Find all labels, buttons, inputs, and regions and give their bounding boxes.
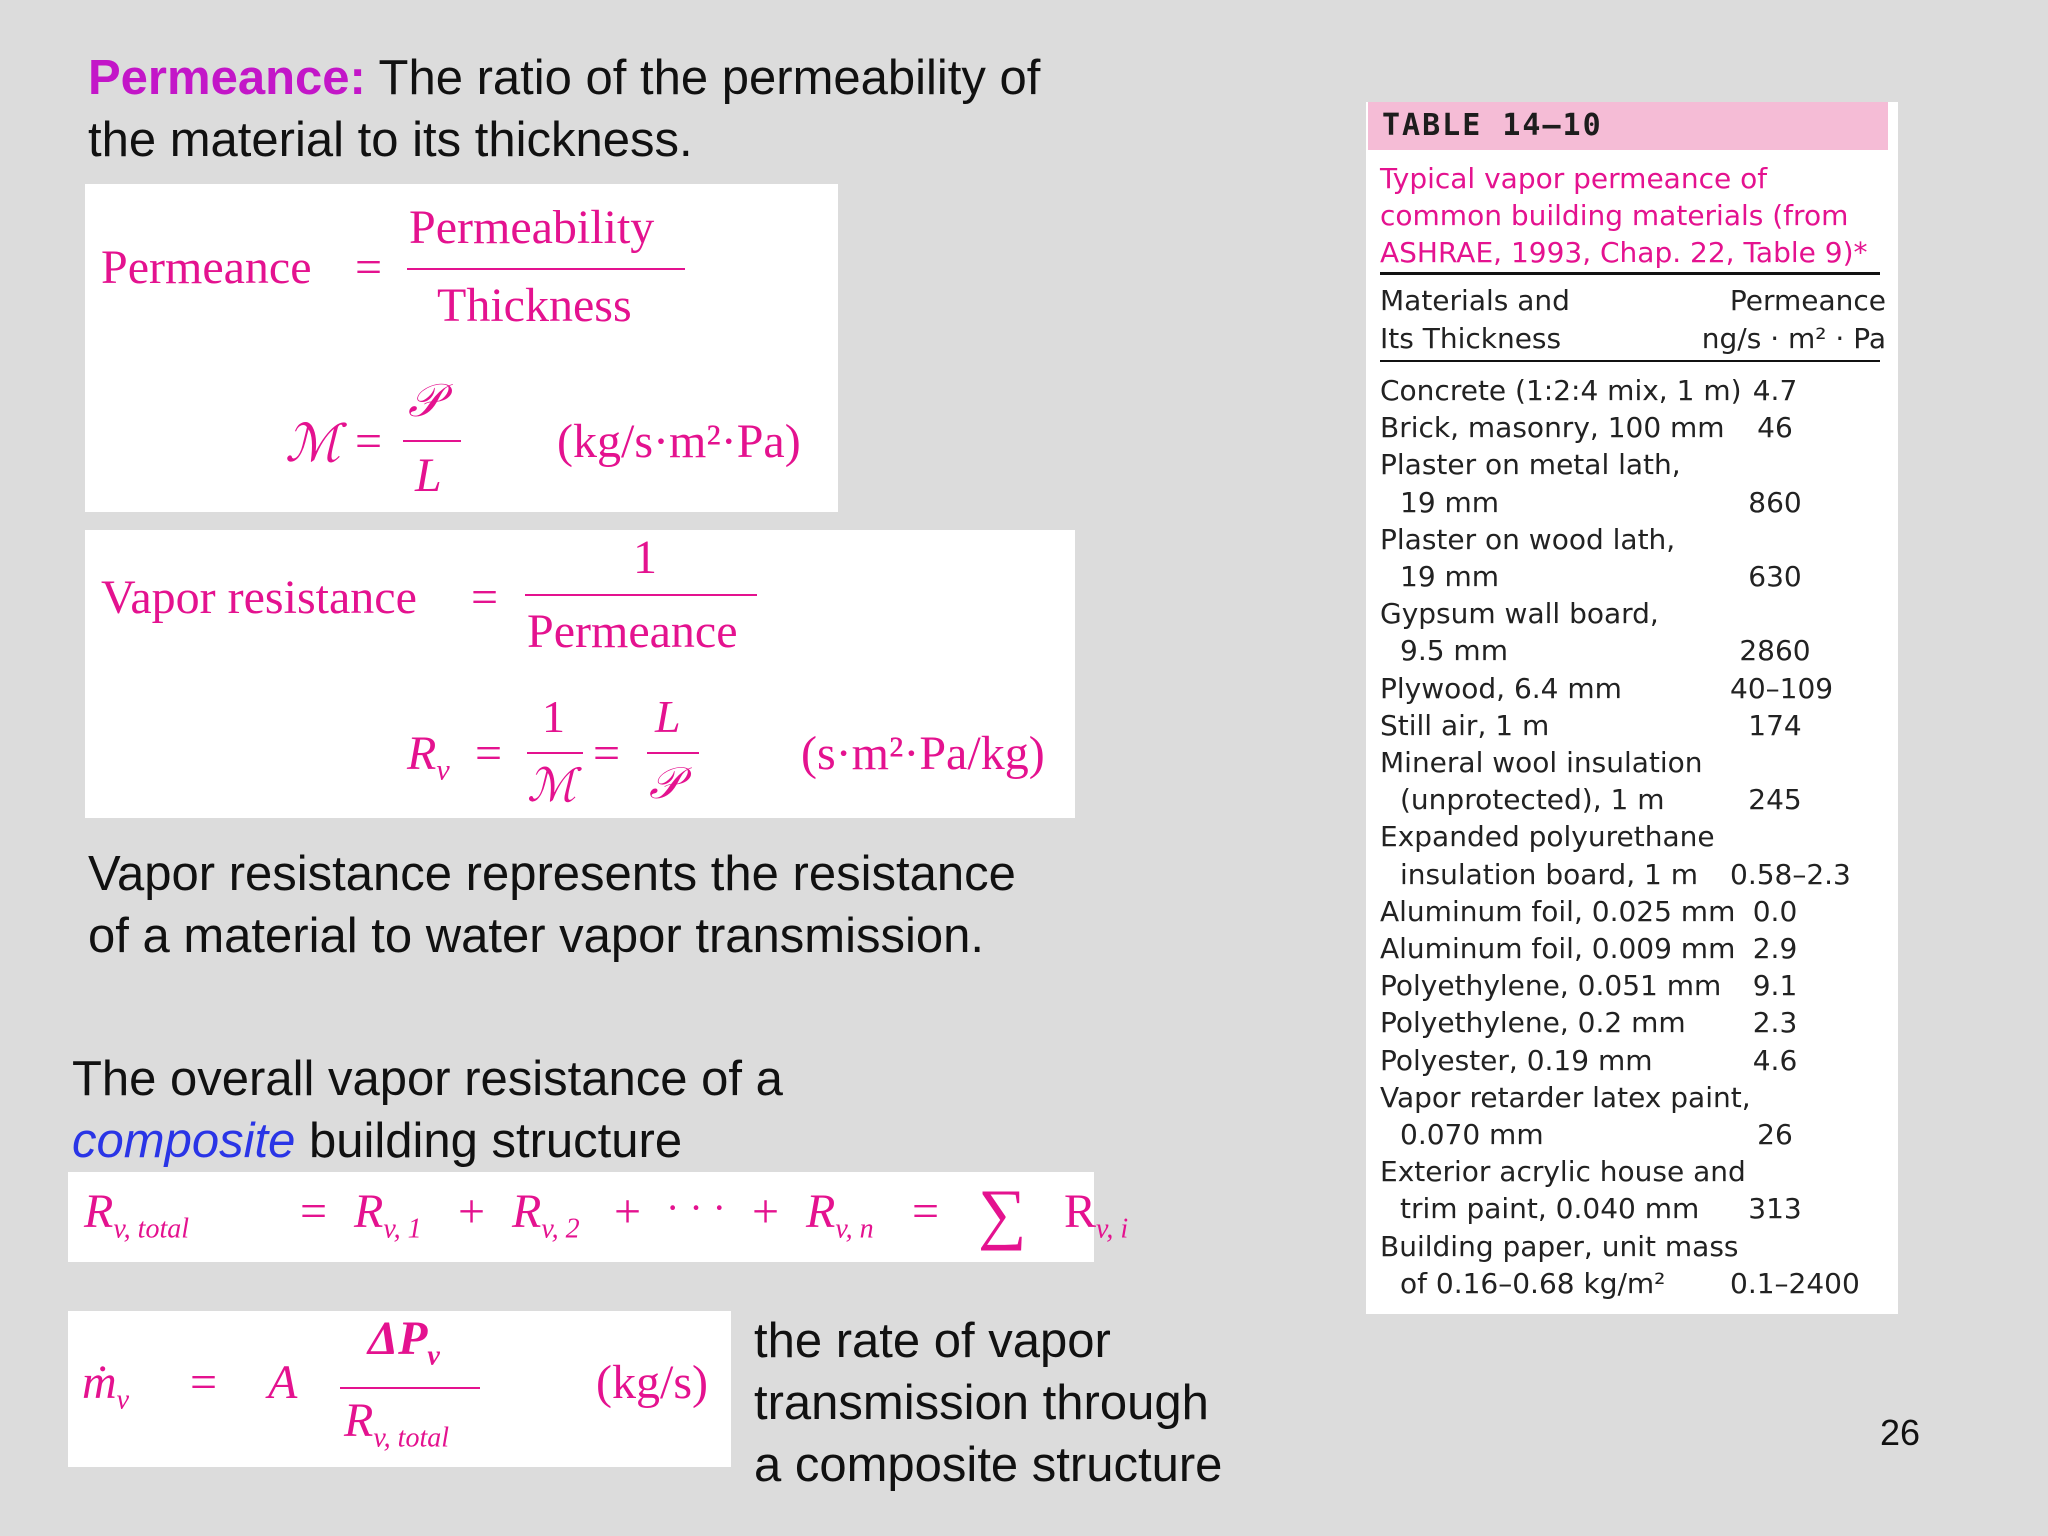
- permeance-symbol-equals: =: [355, 415, 383, 468]
- table-row: [1380, 523, 1880, 560]
- permeance-denominator: Thickness: [437, 279, 632, 332]
- table-row: [1380, 560, 1880, 597]
- rv-i-sub: v, i: [1096, 1213, 1129, 1245]
- material-name: Polyethylene, 0.2 mm: [1380, 1006, 1686, 1040]
- delta-p: ΔP: [368, 1312, 428, 1365]
- total-plus-3: +: [752, 1185, 780, 1238]
- table-row: [1380, 932, 1880, 969]
- vapor-resistance-equation-box: [85, 530, 1075, 818]
- table-row: [1380, 1155, 1880, 1192]
- permeance-value: 860: [1748, 485, 1802, 519]
- table-top-rule: [1380, 272, 1880, 275]
- permeance-equals: =: [355, 241, 383, 294]
- material-name: Plaster on wood lath,: [1380, 522, 1676, 556]
- permeance-value: 9.1: [1752, 969, 1798, 1003]
- table-row: [1380, 374, 1880, 411]
- table-row: [1380, 969, 1880, 1006]
- material-name: of 0.16–0.68 kg/m²: [1400, 1266, 1666, 1300]
- column-header-permeance: [1686, 282, 1886, 358]
- col1-line-1: Materials and: [1380, 284, 1570, 317]
- table-caption: Typical vapor permeance of common building materials (from ASHRAE, 1993, Chap. 22, Table 9)*: [1380, 162, 1868, 269]
- definition-line-1: [88, 47, 1088, 109]
- permeance-value: 2.9: [1752, 932, 1798, 965]
- table-row: [1380, 1044, 1880, 1081]
- material-name: Vapor retarder latex paint,: [1380, 1080, 1751, 1114]
- permeance-value: 26: [1757, 1118, 1793, 1151]
- rv-main: R: [407, 727, 437, 780]
- table-row: [1380, 1267, 1880, 1304]
- permeance-value: 2860: [1739, 634, 1811, 668]
- rv-equals-1: =: [475, 727, 503, 780]
- column-header-materials: [1380, 282, 1570, 358]
- material-name: 19 mm: [1400, 560, 1500, 593]
- rv-1-term: [354, 1184, 422, 1246]
- material-name: Polyester, 0.19 mm: [1380, 1043, 1653, 1077]
- explanation-line-1: Vapor resistance represents the resistance: [88, 847, 1016, 901]
- material-name: Building paper, unit mass: [1380, 1229, 1739, 1263]
- rv-n-sub: v, n: [835, 1213, 874, 1245]
- total-plus-2: +: [614, 1185, 642, 1238]
- definition-term: Permeance:: [88, 51, 366, 105]
- overall-line-1: The overall vapor resistance of a: [72, 1052, 783, 1106]
- rv-sub: v: [436, 753, 450, 787]
- table-row: [1380, 783, 1880, 820]
- rv-numerator-1: 1: [542, 691, 565, 742]
- material-name: 0.070 mm: [1400, 1118, 1544, 1151]
- overall-line-2: [72, 1110, 1072, 1172]
- rv-fraction-line-1: [527, 752, 583, 754]
- rv-numerator-2: L: [655, 691, 681, 742]
- permeance-equation-box: [85, 184, 838, 512]
- material-name: Plywood, 6.4 mm: [1380, 671, 1622, 705]
- definition-line-2: the material to its thickness.: [88, 113, 693, 167]
- material-name: Exterior acrylic house and: [1380, 1155, 1746, 1189]
- table-header-rule: [1380, 360, 1880, 362]
- overall-resistance-text: [72, 1048, 1072, 1172]
- thickness-symbol: L: [415, 449, 442, 502]
- overall-line2-text: building structure: [295, 1114, 683, 1168]
- permeance-units: (kg/s·m²·Pa): [557, 415, 801, 468]
- rate-equation-box: [68, 1311, 731, 1467]
- material-name: Polyethylene, 0.051 mm: [1380, 969, 1722, 1003]
- vapor-resistance-fraction-line: [525, 594, 757, 596]
- permeance-value: 630: [1748, 560, 1802, 593]
- rate-caption: [754, 1310, 1314, 1496]
- material-name: Mineral wool insulation: [1380, 746, 1703, 779]
- permeance-symbol: ℳ: [285, 416, 341, 473]
- material-name: Aluminum foil, 0.009 mm: [1380, 932, 1736, 965]
- rate-units: (kg/s): [596, 1356, 708, 1409]
- table-title: TABLE 14–10: [1382, 108, 1603, 143]
- rv-total-sub: v, total: [113, 1213, 190, 1245]
- vapor-resistance-denominator: Permeance: [527, 605, 738, 658]
- permeance-value: 313: [1748, 1192, 1802, 1226]
- table-row: [1380, 1192, 1880, 1229]
- material-name: trim paint, 0.040 mm: [1400, 1192, 1700, 1226]
- vapor-resistance-numerator: 1: [633, 531, 657, 584]
- rate-caption-line-1: the rate of vapor: [754, 1314, 1111, 1368]
- material-name: Brick, masonry, 100 mm: [1380, 411, 1725, 445]
- col1-line-2: Its Thickness: [1380, 322, 1562, 355]
- permeance-value: 46: [1757, 411, 1793, 445]
- permeance-value: 4.6: [1752, 1043, 1798, 1077]
- material-name: Plaster on metal lath,: [1380, 448, 1681, 482]
- rv-2-term: [512, 1184, 580, 1246]
- total-equals-2: =: [912, 1185, 940, 1238]
- rv-i-term: [1064, 1184, 1128, 1246]
- rv-2-sub: v, 2: [541, 1213, 580, 1245]
- material-name: Gypsum wall board,: [1380, 597, 1659, 631]
- total-plus-1: +: [458, 1185, 486, 1238]
- mdot-symbol: ṁ: [82, 1356, 117, 1409]
- rv-units: (s·m²·Pa/kg): [801, 727, 1045, 780]
- explanation-line-2: of a material to water vapor transmission.: [88, 909, 984, 963]
- rv-n-R: R: [806, 1185, 836, 1238]
- rate-caption-line-3: a composite structure: [754, 1438, 1223, 1492]
- composite-word: composite: [72, 1114, 296, 1168]
- rate-fraction-line: [340, 1387, 480, 1389]
- total-resistance-equation-box: [68, 1172, 1129, 1262]
- rv-symbol: [407, 726, 450, 788]
- rv-total-term: [84, 1184, 189, 1246]
- material-name: (unprotected), 1 m: [1400, 783, 1665, 817]
- permeance-value: 0.1–2400: [1730, 1266, 1860, 1300]
- table-row: [1380, 858, 1880, 895]
- rate-equals: =: [190, 1356, 218, 1409]
- permeance-value: 4.7: [1752, 374, 1798, 407]
- rv-total-den-sub: v, total: [373, 1422, 450, 1454]
- total-dots: · · ·: [666, 1185, 726, 1230]
- material-name: 9.5 mm: [1400, 634, 1508, 668]
- vapor-resistance-explanation: [88, 843, 1188, 967]
- rv-equals-2: =: [593, 727, 621, 780]
- vapor-resistance-lhs: Vapor resistance: [101, 571, 417, 624]
- material-name: Expanded polyurethane: [1380, 820, 1715, 854]
- total-equals-1: =: [300, 1185, 328, 1238]
- permeance-lhs: Permeance: [101, 241, 312, 294]
- area-symbol: A: [268, 1356, 298, 1409]
- material-name: insulation board, 1 m: [1400, 857, 1698, 891]
- table-row: [1380, 820, 1880, 857]
- rv-total-den-term: [344, 1393, 449, 1455]
- mdot-sub: v: [116, 1384, 130, 1416]
- table-row: [1380, 709, 1880, 746]
- rate-caption-line-2: transmission through: [754, 1376, 1209, 1430]
- table-row: [1380, 1118, 1880, 1155]
- table-row: [1380, 486, 1880, 523]
- table-row: [1380, 1081, 1880, 1118]
- delta-pv-term: [368, 1311, 440, 1373]
- rv-i-R: R: [1064, 1185, 1097, 1238]
- permeability-symbol: 𝒫: [408, 375, 442, 426]
- permeance-fraction-line: [407, 268, 685, 270]
- rv-denominator-1: ℳ: [527, 760, 577, 811]
- material-name: Concrete (1:2:4 mix, 1 m): [1380, 374, 1742, 407]
- vapor-resistance-equals: =: [471, 571, 499, 624]
- rv-n-term: [806, 1184, 874, 1246]
- material-name: Still air, 1 m: [1380, 708, 1550, 742]
- table-row: [1380, 672, 1880, 709]
- delta-p-sub: v: [427, 1340, 440, 1372]
- rv-1-R: R: [354, 1185, 384, 1238]
- permeance-definition: [88, 47, 1088, 171]
- rv-2-R: R: [512, 1185, 542, 1238]
- permeance-table: [1366, 102, 1898, 1314]
- col2-line-2: ng/s · m² · Pa: [1701, 322, 1886, 355]
- rv-fraction-line-2: [647, 752, 699, 754]
- table-row: [1380, 1230, 1880, 1267]
- permeance-value: 245: [1748, 783, 1802, 817]
- mdot-term: [82, 1355, 129, 1417]
- table-row: [1380, 448, 1880, 485]
- table-row: [1380, 411, 1880, 448]
- page-number: 26: [1880, 1412, 1921, 1453]
- permeance-value: 0.58–2.3: [1730, 857, 1851, 891]
- sigma-symbol: ∑: [978, 1175, 1027, 1251]
- table-row: [1380, 895, 1880, 932]
- definition-line1-text: The ratio of the permeability of: [365, 51, 1041, 105]
- permeance-value: 174: [1748, 708, 1802, 742]
- material-name: Aluminum foil, 0.025 mm: [1380, 894, 1736, 928]
- rv-total-R: R: [84, 1185, 114, 1238]
- rv-denominator-2: 𝒫: [649, 759, 681, 808]
- table-row: [1380, 597, 1880, 634]
- col2-line-1: Permeance: [1729, 284, 1886, 317]
- permeance-value: 0.0: [1752, 894, 1798, 928]
- rv-1-sub: v, 1: [383, 1213, 422, 1245]
- table-row: [1380, 1006, 1880, 1043]
- table-title-bar: [1368, 102, 1888, 150]
- table-row: [1380, 634, 1880, 671]
- material-name: 19 mm: [1400, 485, 1500, 519]
- permeance-value: 2.3: [1752, 1006, 1798, 1040]
- table-row: [1380, 746, 1880, 783]
- permeance-value: 40–109: [1730, 671, 1834, 705]
- permeance-symbol-fraction-line: [403, 440, 461, 442]
- permeance-numerator: Permeability: [409, 201, 655, 254]
- rv-total-den: R: [344, 1394, 374, 1447]
